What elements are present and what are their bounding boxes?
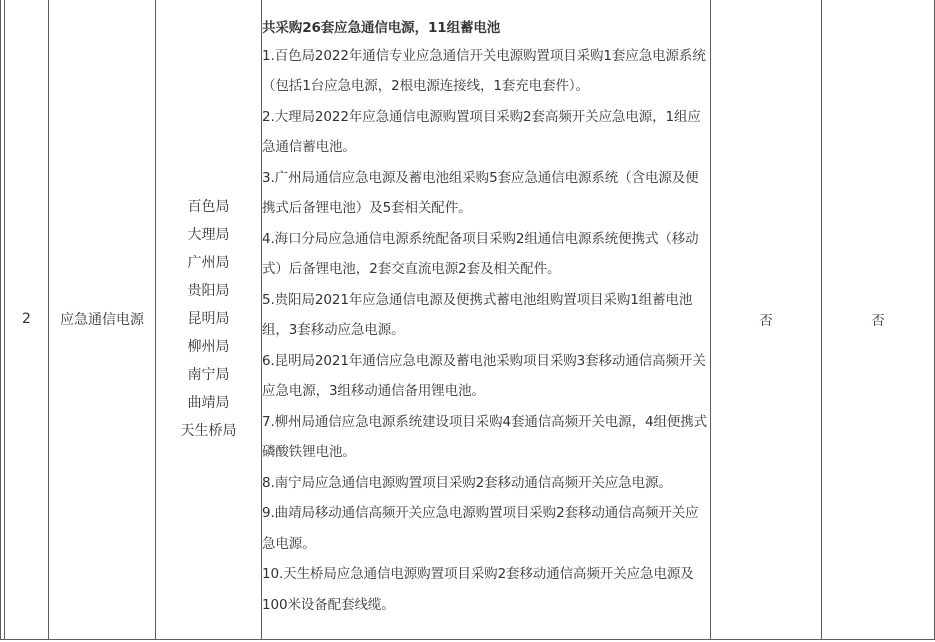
bureau-item: 柳州局 xyxy=(187,339,230,355)
procurement-item: 5.贵阳局2021年应急通信电源及便携式蓄电池组购置项目采购1组蓄电池组，3套移动应急电源。 xyxy=(262,291,693,339)
bureau-item: 贵阳局 xyxy=(187,283,230,299)
procurement-item: 1.百色局2022年通信专业应急通信开关电源购置项目采购1套应急电源系统（包括1台应急电源，2根电源连接线，1套充电套件）。 xyxy=(262,47,706,95)
bureau-item: 曲靖局 xyxy=(187,395,230,411)
procurement-item: 8.南宁局应急通信电源购置项目采购2套移动通信高频开关应急电源。 xyxy=(262,474,672,491)
bureau-item: 南宁局 xyxy=(187,367,230,383)
procurement-item: 3.广州局通信应急电源及蓄电池组采购5套应急通信电源系统（含电源及便携式后备锂电池）及5套相关配件。 xyxy=(262,169,699,217)
procurement-item: 7.柳州局通信应急电源系统建设项目采购4套通信高频开关电源，4组便携式磷酸铁锂电池。 xyxy=(262,413,708,461)
bureau-item: 广州局 xyxy=(187,255,230,271)
row-index: 2 xyxy=(5,0,49,640)
bureau-item: 昆明局 xyxy=(187,311,230,327)
project-name: 应急通信电源 xyxy=(49,0,156,640)
procurement-item: 10.天生桥局应急通信电源购置项目采购2套移动通信高频开关应急电源及100米设备配套线缆。 xyxy=(262,566,694,613)
flag-cell-2: 否 xyxy=(822,0,935,640)
procurement-item: 2.大理局2022年应急通信电源购置项目采购2套高频开关应急电源，1组应急通信蓄电池。 xyxy=(262,108,701,156)
procurement-detail xyxy=(262,0,711,640)
procurement-item: 4.海口分局应急通信电源系统配备项目采购2组通信电源系统便携式（移动式）后备锂电池，2套交直流电源2套及相关配件。 xyxy=(262,230,699,278)
bureau-item: 百色局 xyxy=(187,199,230,215)
bureau-list xyxy=(156,0,262,640)
procurement-summary: 共采购26套应急通信电源，11组蓄电池 xyxy=(262,19,501,36)
bureau-item: 天生桥局 xyxy=(180,423,237,439)
bureau-item: 大理局 xyxy=(187,227,230,243)
table-row xyxy=(1,0,935,640)
procurement-item: 6.昆明局2021年通信应急电源及蓄电池采购项目采购3套移动通信高频开关应急电源，3组移动通信备用锂电池。 xyxy=(262,352,706,400)
procurement-item: 9.曲靖局移动通信高频开关应急电源购置项目采购2套移动通信高频开关应急电源。 xyxy=(262,505,699,552)
flag-cell-1: 否 xyxy=(711,0,822,640)
